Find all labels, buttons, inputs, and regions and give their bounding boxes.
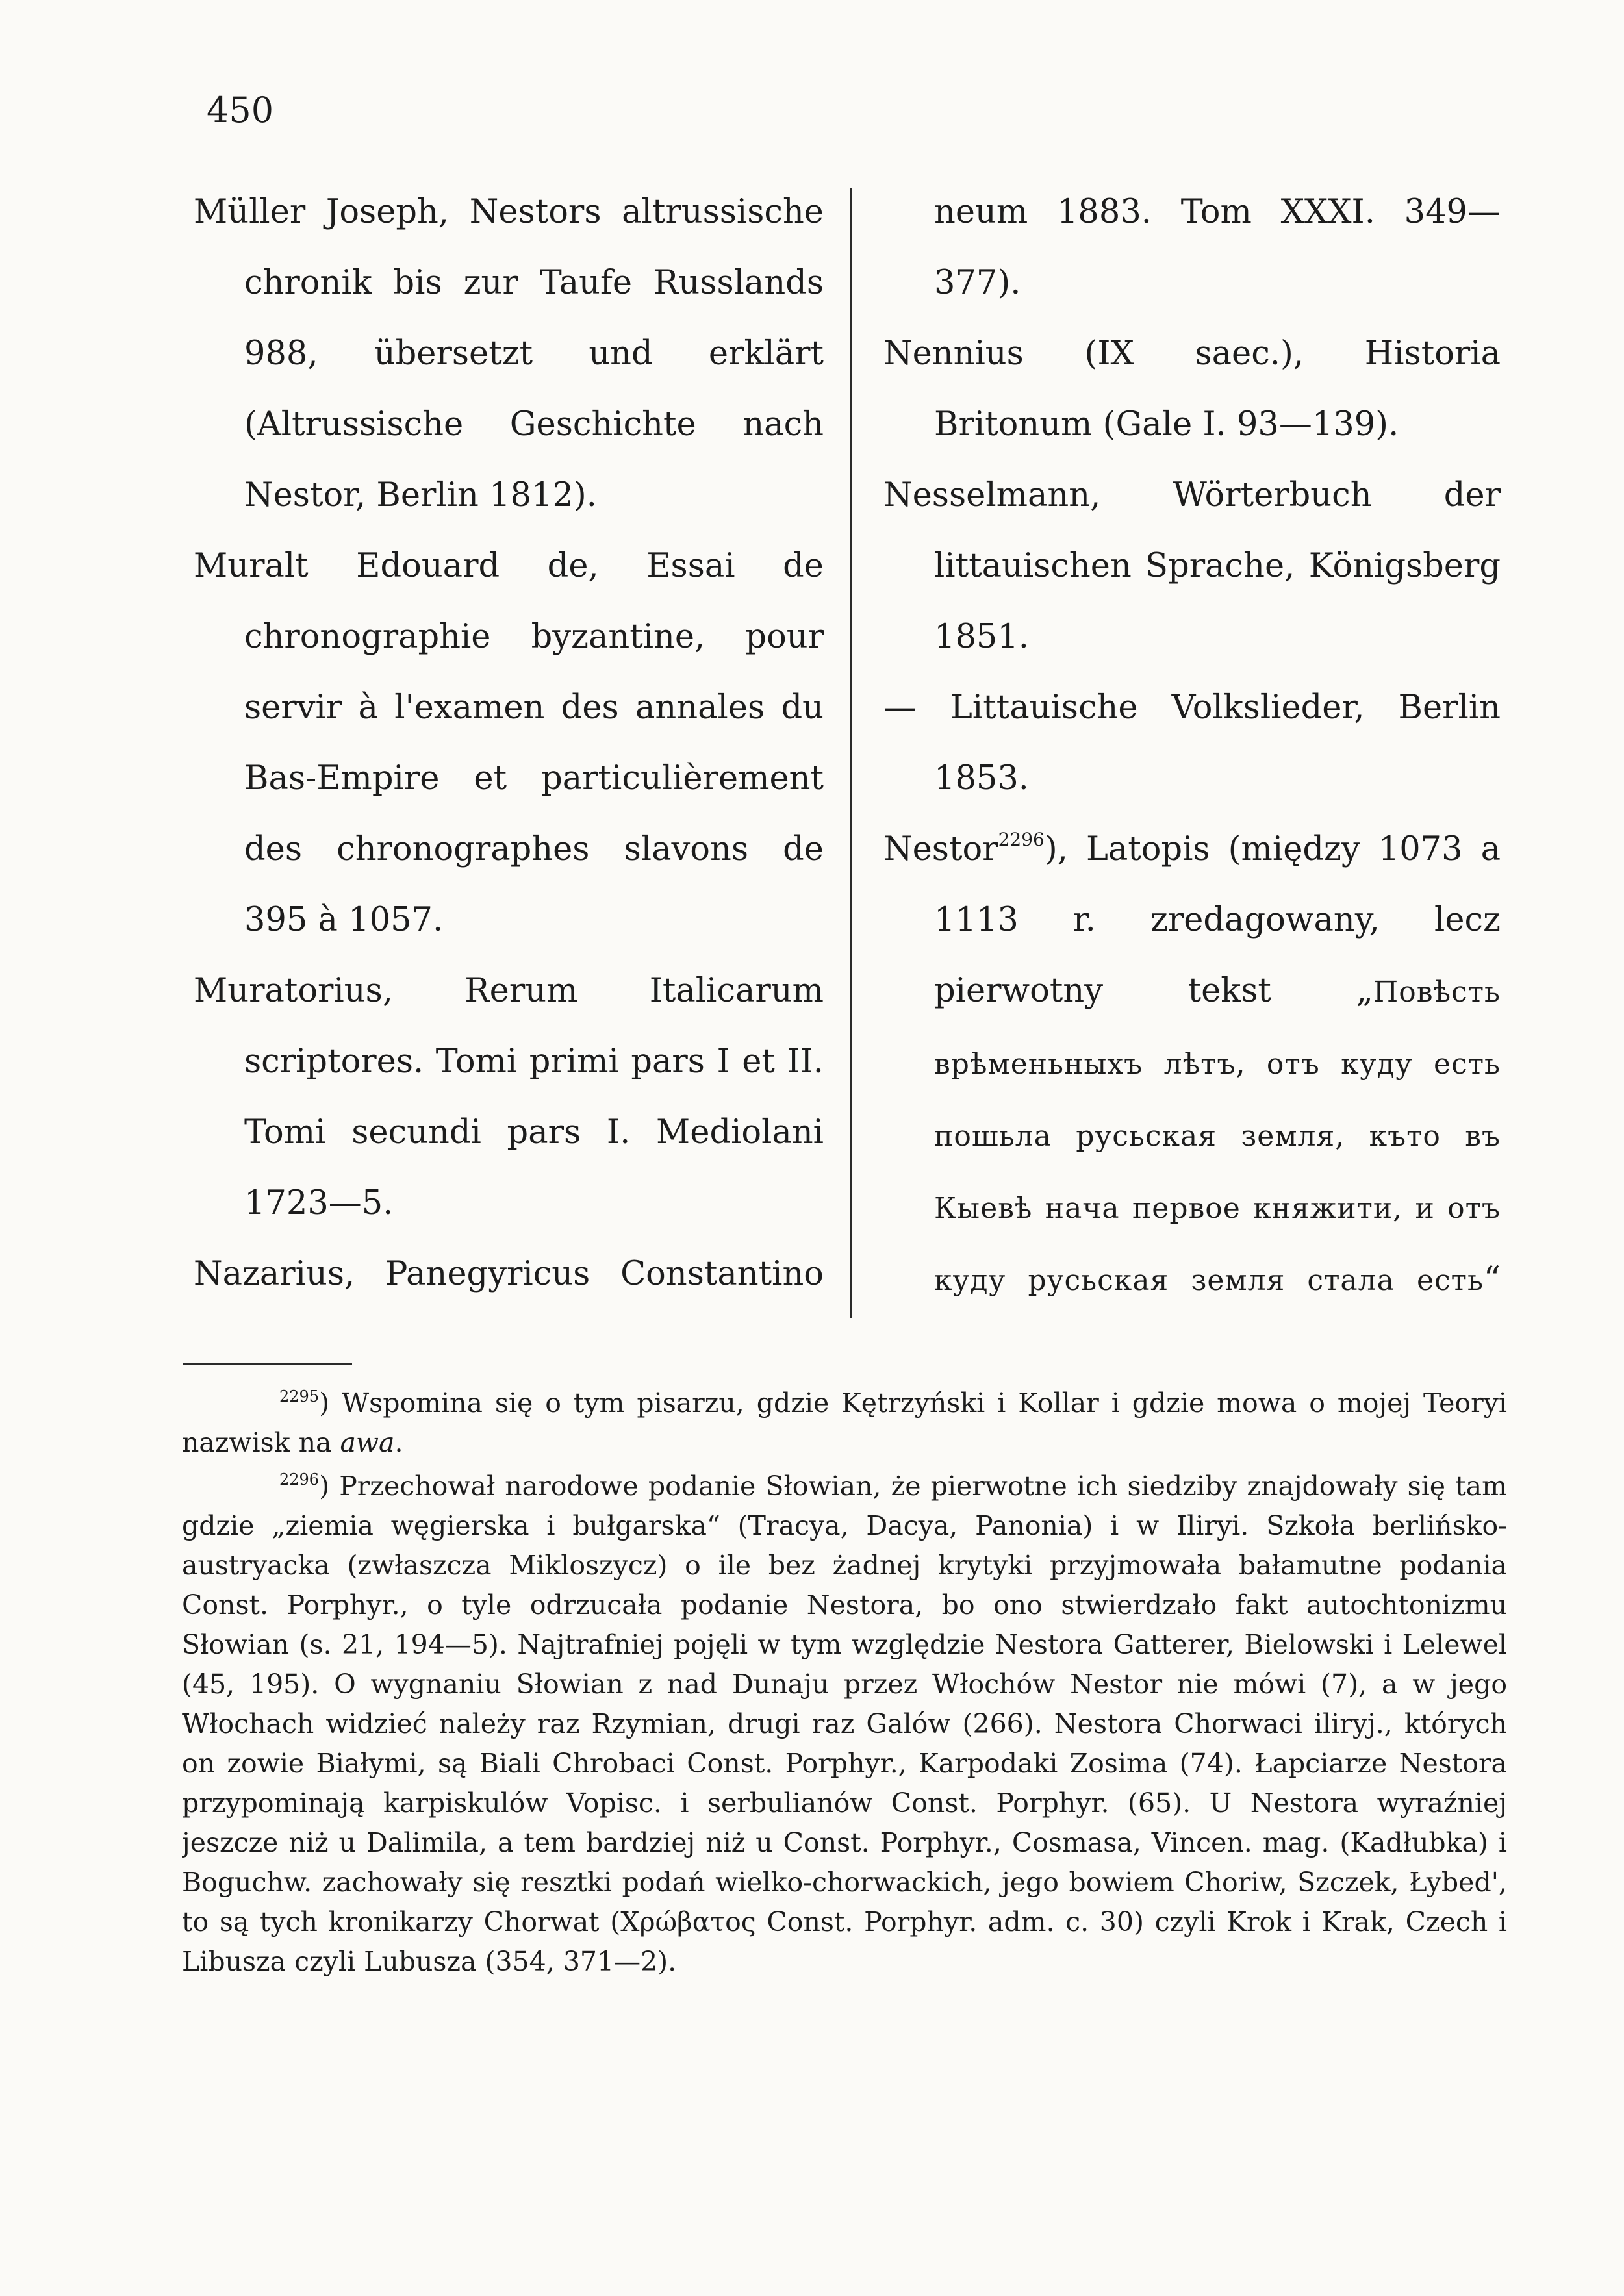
- page-number: 450: [207, 90, 274, 131]
- cyrillic-quote: Повѣсть врѣменьныхъ лѣтъ, отъ куду есть пошьла русьская земля, къто въ Кыевѣ нача первое княжити, и отъ куду русьская земля стала есть: [934, 976, 1501, 1297]
- left-column: [194, 177, 824, 1321]
- bibliography-entry-continuation: neum 1883. Tom XXXI. 349—377).: [934, 193, 1501, 302]
- italic-term: awa: [340, 1427, 395, 1458]
- bibliography-entry-nesselmann-volkslieder: — Littauische Volkslieder, Berlin 1853.: [883, 688, 1501, 798]
- bibliography-entry-muller: Müller Joseph, Nestors altrussische chronik bis zur Taufe Russlands 988, übersetzt und erklärt (Altrussische Geschichte nach Nestor, Berlin 1812).: [194, 193, 824, 514]
- bibliography-entry-nestor: Nestor$^{2296}$), Latopis (między 1073 a 1113 r. zredagowany, lecz pierwotny tekst „Повѣсть врѣменьныхъ лѣтъ, отъ куду есть пошьла русьская земля, къто въ Кыевѣ нача первое княжити, и отъ куду русьская земля стала есть“: [883, 829, 1501, 1298]
- bibliography-columns: [194, 177, 1501, 1321]
- footnote-2296: $^{2296}$) Przechował narodowe podanie Słowian, że pierwotne ich siedziby znajdowały się tam gdzie „ziemia węgierska i bułgarska“ (Tracya, Dacya, Panonia) i w Iliryi. Szkoła berlińsko-austryacka (zwłaszcza Mikloszycz) o ile bez żadnej krytyki przyjmowała bałamutne podania Const. Porphyr., o tyle odrzucała podanie Nestora, bo ono stwierdzało fakt autochtonizmu Słowian (s. 21, 194—5). Najtrafniej pojęli w tym względzie Nestora Gatterer, Bielowski i Lelewel (45, 195). O wygnaniu Słowian z nad Dunaju przez Włochów Nestor nie mówi (7), a w jego Włochach widzieć należy raz Rzymian, drugi raz Galów (266). Nestora Chorwaci iliryj., których on zowie Białymi, są Biali Chrobaci Const. Porphyr., Karpodaki Zosima (74). Łapciarze Nestora przypominają karpiskulów Vopisc. i serbulianów Const. Porphyr. (65). U Nestora wyraźniej jeszcze niż u Dalimila, a tem bardziej niż u Const. Porphyr., Cosmasa, Vincen. mag. (Kadłubka) i Boguchw. zachowały się resztki podań wielko-chorwackich, jego bowiem Choriw, Szczek, Łybed', to są tych kronikarzy Chorwat (Χρώβατος Const. Porphyr. adm. c. 30) czyli Krok i Krak, Czech i Libusza czyli Lubusza (354, 371—2).: [182, 1470, 1507, 1977]
- bibliography-entry-muratorius: Muratorius, Rerum Italicarum scriptores. Tomi primi pars I et II. Tomi secundi pars I. Mediolani 1723—5.: [194, 972, 824, 1222]
- column-divider: [850, 188, 852, 1318]
- footnotes: [182, 1383, 1507, 2241]
- bibliography-entry-nennius: Nennius (IX saec.), Historia Britonum (Gale I. 93—139).: [883, 334, 1501, 444]
- bibliography-entry-muralt: Muralt Edouard de, Essai de chronographie byzantine, pour servir à l'examen des annales du Bas-Empire et particulièrement des chronographes slavons de 395 à 1057.: [194, 547, 824, 939]
- footnote-number: 2295: [279, 1387, 320, 1406]
- footnote-separator: [183, 1363, 352, 1365]
- footnote-number: 2296: [279, 1470, 320, 1489]
- bibliography-entry-nesselmann: Nesselmann, Wörterbuch der littauischen Sprache, Königsberg 1851.: [883, 476, 1501, 656]
- footnote-ref-2296[interactable]: 2296: [998, 829, 1045, 850]
- footnote-2295: $^{2295}$) Wspomina się o tym pisarzu, gdzie Kętrzyński i Kollar i gdzie mowa o mojej Teoryi nazwisk na awa.: [182, 1387, 1507, 1458]
- right-column: [883, 177, 1501, 1321]
- bibliography-entry-nazarius: Nazarius, Panegyricus Constantino: [194, 1255, 824, 1293]
